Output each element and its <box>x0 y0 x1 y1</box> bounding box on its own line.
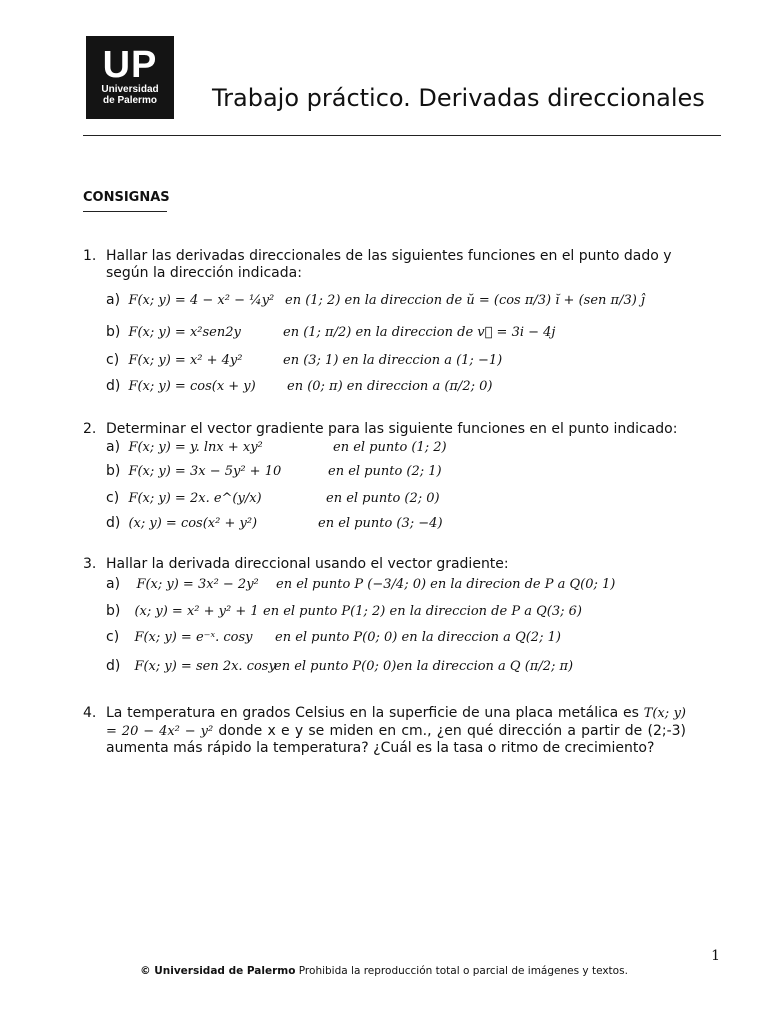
footer <box>0 965 768 977</box>
page-number: 1 <box>711 948 720 964</box>
item-label: d) <box>106 515 121 531</box>
item-label: b) <box>106 463 121 479</box>
section-heading-underline <box>83 211 167 212</box>
item-expression: (x; y) = cos(x² + y²) <box>128 516 258 531</box>
item-expression: F(x; y) = 3x² − 2y² <box>136 577 259 592</box>
exercise-item <box>106 490 262 506</box>
exercise-item <box>106 292 274 308</box>
item-condition: en (3; 1) en la direccion a (1; −1) <box>283 353 503 368</box>
temperature-formula: T(x; y) = 20 − 4x² − y² <box>106 706 686 739</box>
title-divider <box>83 135 721 136</box>
item-expression: (x; y) = x² + y² + 1 <box>134 604 259 619</box>
item-label: b) <box>106 324 121 340</box>
exercise-item <box>106 629 253 645</box>
exercise-item <box>106 463 281 479</box>
item-label: d) <box>106 378 121 394</box>
exercise-item <box>106 439 263 455</box>
item-expression: F(x; y) = 2x. e^(y/x) <box>128 491 262 506</box>
exercise-item <box>106 515 257 531</box>
question-statement <box>106 705 686 758</box>
item-expression: F(x; y) = sen 2x. cosy <box>134 659 276 674</box>
question-number: 3. <box>83 556 97 572</box>
logo-line-2: de Palermo <box>103 95 157 106</box>
exercise-item <box>106 576 259 592</box>
item-condition: en (1; 2) en la direccion de ŭ = (cos π/3) ĭ + (sen π/3) ĵ <box>285 293 645 308</box>
exercise-item <box>106 378 256 394</box>
item-condition: en el punto P (−3/4; 0) en la direcion de P a Q(0; 1) <box>276 577 616 592</box>
item-condition: en el punto (2; 1) <box>328 464 442 479</box>
item-condition: en el punto (2; 0) <box>326 491 440 506</box>
exercise-item <box>106 658 276 674</box>
item-condition: en el punto P(0; 0)en la direccion a Q (π/2; π) <box>274 659 574 674</box>
page-title: Trabajo práctico. Derivadas direccionales <box>212 84 705 112</box>
item-condition: en el punto P(1; 2) en la direccion de P a Q(3; 6) <box>263 604 582 619</box>
section-heading: CONSIGNAS <box>83 190 170 205</box>
item-condition: en el punto (3; −4) <box>318 516 443 531</box>
question-number: 1. <box>83 248 97 264</box>
item-condition: en (0; π) en direccion a (π/2; 0) <box>287 379 493 394</box>
item-expression: F(x; y) = x² + 4y² <box>128 353 243 368</box>
item-label: c) <box>106 352 120 368</box>
statement-text: La temperatura en grados Celsius en la superficie de una placa metálica es <box>106 705 639 721</box>
item-label: a) <box>106 439 121 455</box>
item-condition: en el punto (1; 2) <box>333 440 447 455</box>
item-expression: F(x; y) = cos(x + y) <box>128 379 256 394</box>
item-label: c) <box>106 629 120 645</box>
item-expression: F(x; y) = e⁻ˣ. cosy <box>134 630 253 645</box>
item-label: a) <box>106 576 121 592</box>
exercise-item <box>106 603 259 619</box>
question-statement: Hallar la derivada direccional usando el vector gradiente: <box>106 556 509 572</box>
item-expression: F(x; y) = x²sen2y <box>128 325 241 340</box>
item-label: c) <box>106 490 120 506</box>
item-expression: F(x; y) = 4 − x² − ¼y² <box>128 293 275 308</box>
footer-text: Prohibida la reproducción total o parcial de imágenes y textos. <box>298 965 628 977</box>
logo-mark: UP <box>102 44 158 86</box>
question-number: 2. <box>83 421 97 437</box>
item-label: a) <box>106 292 121 308</box>
question-statement: Determinar el vector gradiente para las siguiente funciones en el punto indicado: <box>106 421 678 437</box>
exercise-item <box>106 352 243 368</box>
university-logo <box>86 36 174 119</box>
item-condition: en (1; π/2) en la direccion de v⃗ = 3i − 4j <box>283 325 556 340</box>
statement-text: donde x e y se miden en cm., ¿en qué dirección a partir de (2;-3) aumenta más rápido la temperatura? ¿Cuál es la tasa o ritmo de crecimiento? <box>106 722 686 756</box>
footer-copyright: © Universidad de Palermo <box>140 965 296 977</box>
item-label: d) <box>106 658 121 674</box>
item-condition: en el punto P(0; 0) en la direccion a Q(2; 1) <box>275 630 561 645</box>
exercise-item <box>106 324 241 340</box>
question-statement: Hallar las derivadas direccionales de las siguientes funciones en el punto dado y según la dirección indicada: <box>106 248 672 281</box>
item-label: b) <box>106 603 121 619</box>
logo-line-1: Universidad <box>101 84 159 95</box>
item-expression: F(x; y) = y. lnx + xy² <box>128 440 263 455</box>
item-expression: F(x; y) = 3x − 5y² + 10 <box>128 464 282 479</box>
question-number: 4. <box>83 705 97 721</box>
